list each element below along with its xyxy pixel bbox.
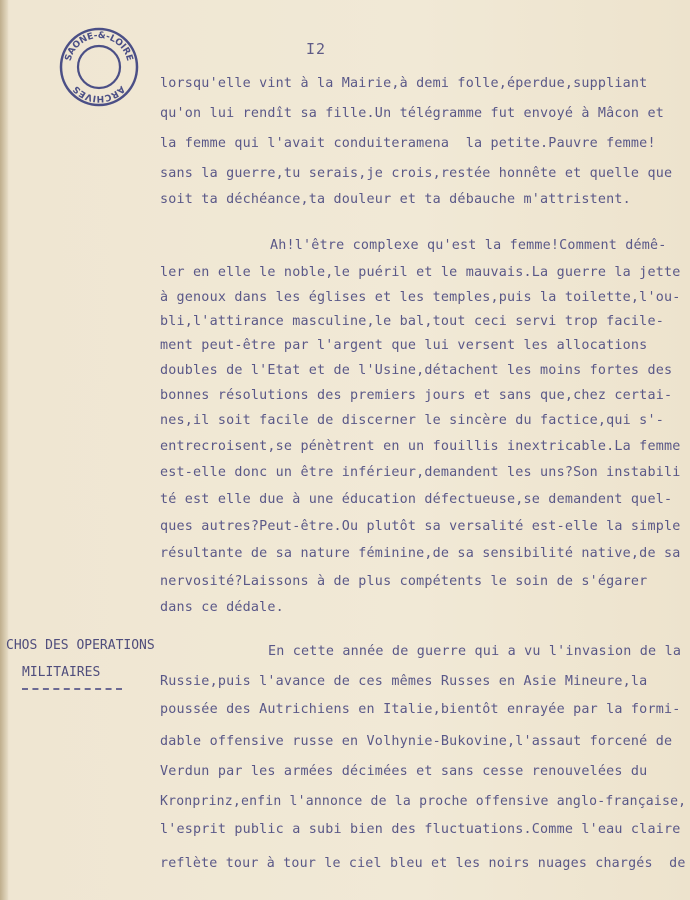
page-edge xyxy=(0,0,8,900)
text-line: lorsqu'elle vint à la Mairie,à demi folle,éperdue,suppliant xyxy=(160,76,648,91)
text-line: nervosité?Laissons à de plus compétents le soin de s'égarer xyxy=(160,574,648,589)
text-line: reflète tour à tour le ciel bleu et les noirs nuages chargés de xyxy=(160,856,686,871)
text-line: Russie,puis l'avance de ces mêmes Russes en Asie Mineure,la xyxy=(160,674,648,689)
archives-stamp xyxy=(58,26,140,108)
margin-heading-underline xyxy=(22,688,122,690)
text-line: Verdun par les armées décimées et sans cesse renouvelées du xyxy=(160,764,648,779)
text-line: Ah!l'être complexe qu'est la femme!Comment démê- xyxy=(270,238,667,253)
text-line: ler en elle le noble,le puéril et le mauvais.La guerre la jette xyxy=(160,265,681,280)
text-line: ques autres?Peut-être.Ou plutôt sa versalité est-elle la simple xyxy=(160,519,681,534)
text-line: à genoux dans les églises et les temples,puis la toilette,l'ou- xyxy=(160,290,681,305)
page-number: I2 xyxy=(306,40,327,58)
text-line: bli,l'attirance masculine,le bal,tout ceci servi trop facile- xyxy=(160,314,664,329)
text-line: est-elle donc un être inférieur,demandent les uns?Son instabili xyxy=(160,465,681,480)
stamp-top-text: SAONE-&-LOIRE xyxy=(63,30,135,63)
text-line: la femme qui l'avait conduiteramena la petite.Pauvre femme! xyxy=(160,136,656,151)
text-line: En cette année de guerre qui a vu l'invasion de la xyxy=(268,644,682,659)
text-line: résultante de sa nature féminine,de sa sensibilité native,de sa xyxy=(160,546,681,561)
margin-heading-line2: MILITAIRES xyxy=(22,665,101,680)
text-line: doubles de l'Etat et de l'Usine,détachent les moins fortes des xyxy=(160,363,673,378)
text-line: entrecroisent,se pénètrent en un fouillis inextricable.La femme xyxy=(160,439,681,454)
text-line: qu'on lui rendît sa fille.Un télégramme fut envoyé à Mâcon et xyxy=(160,106,664,121)
stamp-bottom-text: ARCHIVES xyxy=(71,83,127,104)
text-line: bonnes résolutions des premiers jours et sans que,chez certai- xyxy=(160,388,673,403)
text-line: nes,il soit facile de discerner le sincère du factice,qui s'- xyxy=(160,413,664,428)
margin-heading-line1: CHOS DES OPERATIONS xyxy=(6,638,155,653)
text-line: ment peut-être par l'argent que lui versent les allocations xyxy=(160,338,648,353)
text-line: té est elle due à une éducation défectueuse,se demandent quel- xyxy=(160,492,673,507)
text-line: Kronprinz,enfin l'annonce de la proche offensive anglo-française, xyxy=(160,794,687,809)
text-line: poussée des Autrichiens en Italie,bientôt enrayée par la formi- xyxy=(160,702,681,717)
text-line: sans la guerre,tu serais,je crois,restée honnête et quelle que xyxy=(160,166,673,181)
text-line: soit ta déchéance,ta douleur et ta débauche m'attristent. xyxy=(160,192,631,207)
text-line: dans ce dédale. xyxy=(160,600,284,615)
text-line: dable offensive russe en Volhynie-Bukovine,l'assaut forcené de xyxy=(160,734,673,749)
text-line: l'esprit public a subi bien des fluctuations.Comme l'eau claire xyxy=(160,822,681,837)
